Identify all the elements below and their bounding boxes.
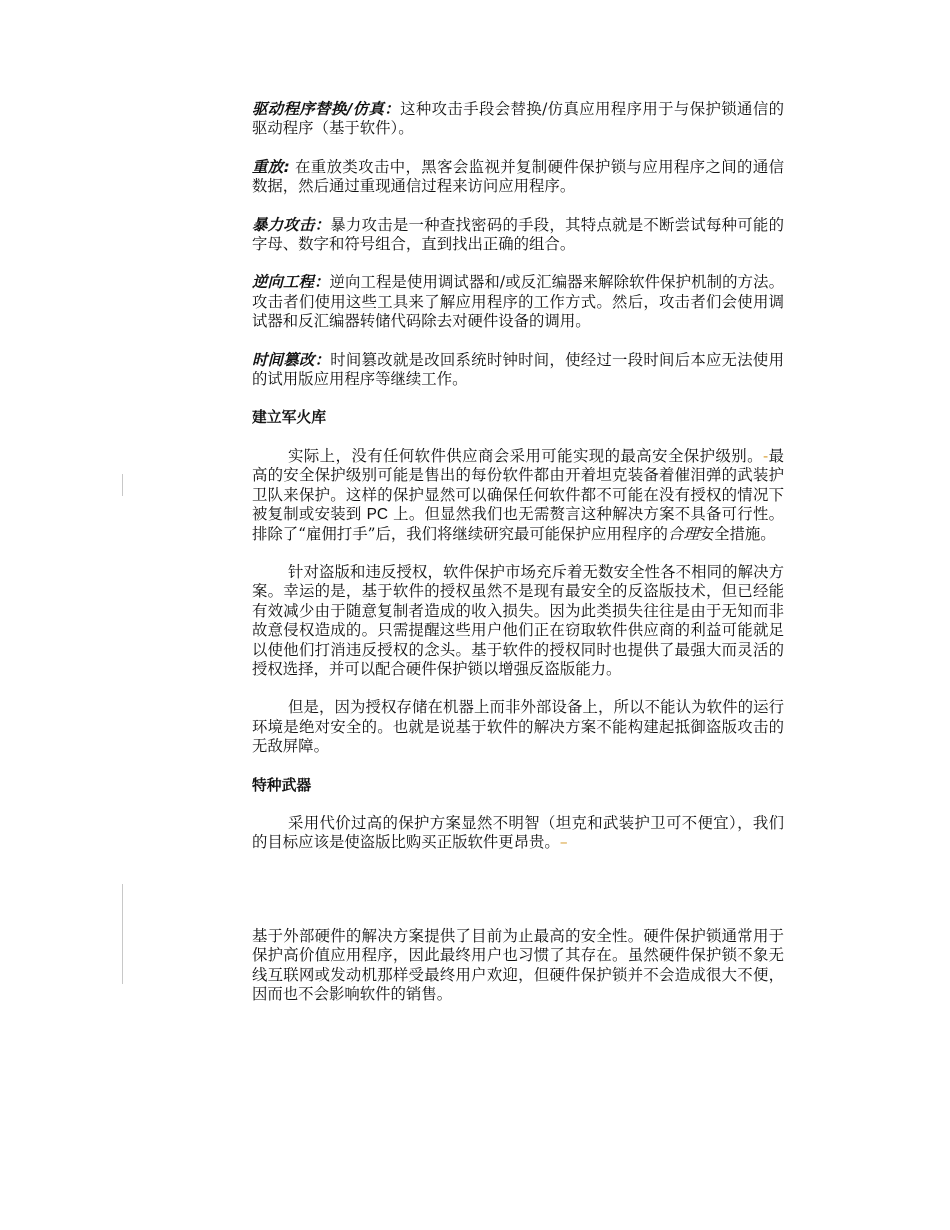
revision-mark: -	[762, 446, 769, 465]
definition-brute-force	[252, 216, 784, 255]
blank-space	[252, 872, 784, 927]
arsenal-paragraph-3: 但是，因为授权存储在机器上而非外部设备上，所以不能认为软件的运行环境是绝对安全的。也就是说基于软件的解决方案不能构建起抵御盗版攻击的无敌屏障。	[252, 698, 784, 756]
revision-margin-bar	[122, 474, 123, 496]
definition-text: 暴力攻击是一种查找密码的手段，其特点就是不断尝试每种可能的字母、数字和符号组合，直到找出正确的组合。	[252, 215, 784, 254]
definition-time-tampering	[252, 351, 784, 390]
document-page	[252, 100, 784, 1023]
definition-text: 逆向工程是使用调试器和/或反汇编器来解除软件保护机制的方法。攻击者们使用这些工具来了解应用程序的工作方式。然后，攻击者们会使用调试器和反汇编器转储代码除去对硬件设备的调用。	[252, 273, 784, 331]
term-label: 重放:	[252, 157, 290, 176]
term-label: 时间篡改：	[252, 350, 331, 369]
section-heading-special-weapons: 特种武器	[252, 776, 312, 794]
term-label: 驱动程序替换/仿真：	[252, 100, 401, 118]
revision-mark: –	[559, 833, 568, 852]
definition-reverse-engineering	[252, 273, 784, 331]
arsenal-paragraph-1	[252, 447, 784, 544]
term-label: 暴力攻击：	[252, 215, 331, 234]
special-weapons-paragraph-1	[252, 814, 784, 853]
definition-driver-emulation	[252, 100, 784, 139]
special-weapons-paragraph-2: 基于外部硬件的解决方案提供了目前为止最高的安全性。硬件保护锁通常用于保护高价值应用程序，因此最终用户也习惯了其存在。虽然硬件保护锁不象无线互联网或发动机那样受最终用户欢迎，但硬件保护锁并不会造成很大不便，因而也不会影响软件的销售。	[252, 926, 784, 1003]
term-label: 逆向工程：	[252, 273, 330, 292]
paragraph-text: 上。但显然我们也无需赘言这种解决方案不具备可行性。排除了“雇佣打手”后，我们将继续研究最可能保护应用程序的	[252, 505, 784, 543]
definition-replay	[252, 158, 784, 197]
section-heading-arsenal: 建立军火库	[252, 409, 326, 427]
paragraph-text: 最高的安全保护级别可能是售出的每份软件都由开着坦克装备着催泪弹的武装护卫队来保护。这样的保护显然可以确保任何软件都不可能在没有授权的情况下被复制或安装到	[252, 446, 784, 524]
arsenal-paragraph-2: 针对盗版和违反授权，软件保护市场充斥着无数安全性各不相同的解决方案。幸运的是，基于软件的授权虽然不是现有最安全的反盗版技术，但已经能有效减少由于随意复制者造成的收入损失。因为此类损失往往是由于无知而非故意侵权造成的。只需提醒这些用户他们正在窃取软件供应商的利益可能就足以使他们打消违反授权的念头。基于软件的授权同时也提供了最强大而灵活的授权选择，并可以配合硬件保护锁以增强反盗版能力。	[252, 562, 784, 678]
definition-text: 这种攻击手段会替换/仿真应用程序用于与保护锁通信的驱动程序（基于软件）。	[252, 100, 785, 138]
definition-text: 在重放类攻击中，黑客会监视并复制硬件保护锁与应用程序之间的通信数据，然后通过重现通信过程来访问应用程序。	[252, 157, 784, 196]
emphasis-reasonable: 合理	[667, 524, 699, 543]
paragraph-text: 实际上，没有任何软件供应商会采用可能实现的最高安全保护级别。	[288, 446, 763, 465]
definition-text: 时间篡改就是改回系统时钟时间，使经过一段时间后本应无法使用的试用版应用程序等继续工作。	[252, 350, 784, 389]
pc-term: PC	[366, 506, 389, 524]
revision-margin-bar	[122, 884, 123, 984]
paragraph-text: 安全措施。	[698, 524, 776, 543]
paragraph-text: 采用代价过高的保护方案显然不明智（坦克和武装护卫可不便宜），我们的目标应该是使盗版比购买正版软件更昂贵。	[252, 813, 784, 852]
